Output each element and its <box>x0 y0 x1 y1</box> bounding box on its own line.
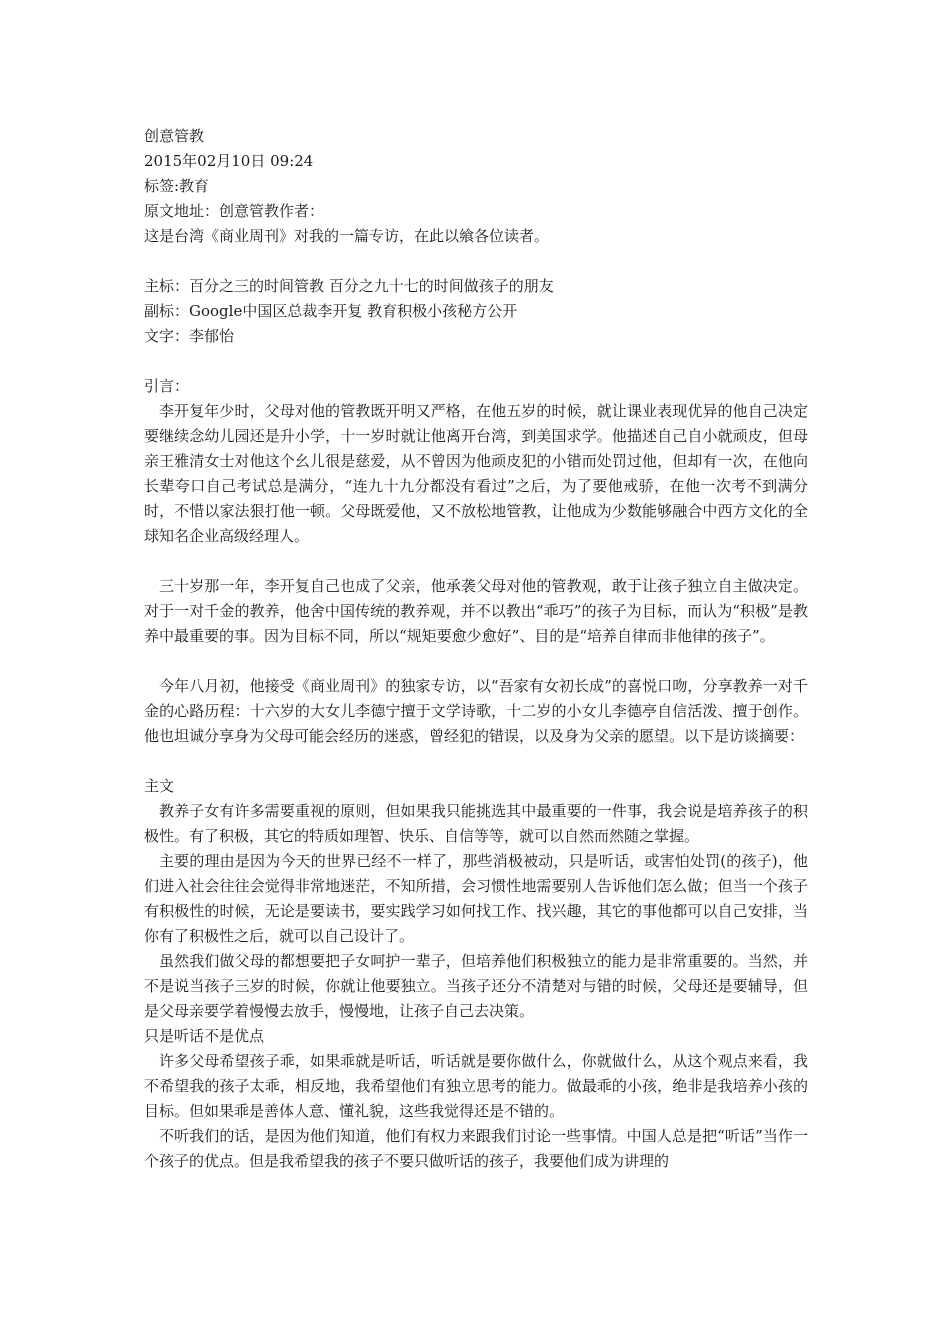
preface-heading: 引言： <box>144 377 190 395</box>
body-paragraph-4: 许多父母希望孩子乖，如果乖就是听话，听话就是要你做什么，你就做什么，从这个观点来看，我不希望我的孩子太乖，相反地，我希望他们有独立思考的能力。做最乖的小孩，绝非是我培养小孩的目标。但如果乖是善体人意、懂礼貌，这些我觉得还是不错的。 <box>144 1052 808 1120</box>
preface-paragraph-2: 三十岁那一年，李开复自己也成了父亲，他承袭父母对他的管教观，敢于让孩子独立自主做决定。对于一对千金的教养，他舍中国传统的教养观，并不以教出“乖巧”的孩子为目标，而认为“积极”是教养中最重要的事。因为目标不同，所以“规矩要愈少愈好”、目的是“培养自律而非他律的孩子”。 <box>144 577 808 645</box>
sub-headline: 副标：Google中国区总裁李开复 教育积极小孩秘方公开 <box>144 302 518 320</box>
body-paragraph-5: 不听我们的话，是因为他们知道，他们有权力来跟我们讨论一些事情。中国人总是把“听话”当作一个孩子的优点。但是我希望我的孩子不要只做听话的孩子，我要他们成为讲理的 <box>144 1127 808 1170</box>
article-source: 原文地址：创意管教作者： <box>144 202 325 220</box>
article-author: 文字：李郁怡 <box>144 327 235 345</box>
article-datetime: 2015年02月10日 09:24 <box>144 152 314 170</box>
spacer <box>144 649 808 674</box>
spacer <box>144 349 808 374</box>
spacer <box>144 749 808 774</box>
spacer <box>144 549 808 574</box>
article-tags: 标签:教育 <box>144 177 210 195</box>
body-heading: 主文 <box>144 777 175 795</box>
spacer <box>144 249 808 274</box>
article-title: 创意管教 <box>144 127 205 145</box>
body-paragraph-3: 虽然我们做父母的都想要把子女呵护一辈子，但培养他们积极独立的能力是非常重要的。当然，并不是说当孩子三岁的时候，你就让他要独立。当孩子还分不清楚对与错的时候，父母还是要辅导，但是父母亲要学着慢慢去放手，慢慢地，让孩子自己去决策。 <box>144 952 808 1020</box>
preface-paragraph-1: 李开复年少时，父母对他的管教既开明又严格，在他五岁的时候，就让课业表现优异的他自己决定要继续念幼儿园还是升小学，十一岁时就让他离开台湾，到美国求学。他描述自己自小就顽皮，但母亲王雅清女士对他这个幺儿很是慈爱，从不曾因为他顽皮犯的小错而处罚过他，但却有一次，在他向长辈夸口自己考试总是满分，“连九十九分都没有看过”之后，为了要他戒骄，在他一次考不到满分时，不惜以家法狠打他一顿。父母既爱他，又不放松地管教，让他成为少数能够融合中西方文化的全球知名企业高级经理人。 <box>144 402 808 545</box>
document-page <box>144 124 808 1174</box>
main-headline: 主标：百分之三的时间管教 百分之九十七的时间做孩子的朋友 <box>144 277 554 295</box>
body-subheading: 只是听话不是优点 <box>144 1027 265 1045</box>
body-paragraph-1: 教养子女有许多需要重视的原则，但如果我只能挑选其中最重要的一件事，我会说是培养孩子的积极性。有了积极，其它的特质如理智、快乐、自信等等，就可以自然而然随之掌握。 <box>144 802 808 845</box>
body-paragraph-2: 主要的理由是因为今天的世界已经不一样了，那些消极被动，只是听话，或害怕处罚(的孩子)，他们进入社会往往会觉得非常地迷茫，不知所措，会习惯性地需要别人告诉他们怎么做；但当一个孩子有积极性的时候，无论是要读书，要实践学习如何找工作、找兴趣，其它的事他都可以自己安排，当你有了积极性之后，就可以自己设计了。 <box>144 852 808 945</box>
article-intro-note: 这是台湾《商业周刊》对我的一篇专访，在此以飨各位读者。 <box>144 227 550 245</box>
preface-paragraph-3: 今年八月初，他接受《商业周刊》的独家专访，以“吾家有女初长成”的喜悦口吻，分享教养一对千金的心路历程：十六岁的大女儿李德宁擅于文学诗歌，十二岁的小女儿李德亭自信活泼、擅于创作。他也坦诚分享身为父母可能会经历的迷惑，曾经犯的错误，以及身为父亲的愿望。以下是访谈摘要： <box>144 677 808 745</box>
